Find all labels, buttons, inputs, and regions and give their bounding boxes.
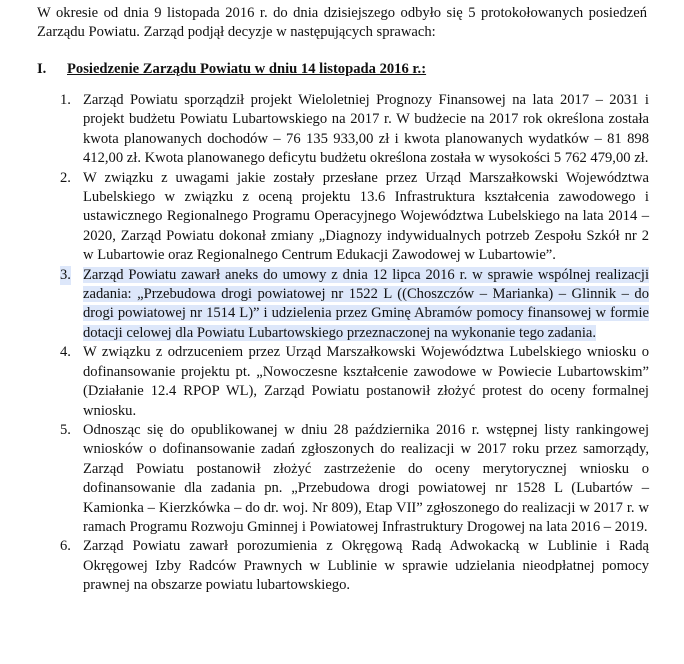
section-heading (37, 60, 647, 79)
list-item-number: 1. (60, 92, 71, 108)
list-item-text: W związku z odrzuceniem przez Urząd Marszałkowski Województwa Lubelskiego wniosku o dofinansowanie projektu pt. „Nowoczesne kształcenie zawodowe w Powiecie Lubartowskim” (Działanie 12.4 RPOP WL), Zarząd Powiatu postanowił złożyć protest do oceny formalnej wniosku. (83, 344, 649, 419)
list-item-number: 3. (60, 266, 71, 285)
section-title: Posiedzenie Zarządu Powiatu w dniu 14 listopada 2016 r.: (67, 61, 427, 77)
list-item-text: Zarząd Powiatu zawarł porozumienia z Okręgową Radą Adwokacką w Lublinie i Radą Okręgowej Izby Radców Prawnych w Lublinie w sprawie udzielania nieodpłatnej pomocy prawnej na obszarze powiatu lubartowskiego. (83, 538, 649, 594)
list-item-number: 5. (60, 421, 71, 438)
selected-text[interactable]: Zarząd Powiatu zawarł aneks do umowy z dnia 12 lipca 2016 r. w sprawie wspólnej realizacji zadania: „Przebudowa drogi powiatowej nr 1522 L ((Choszczów – Marianka) – Glinnik – do drogi powiatowej nr 1514 L)” i udzielenia przez Gminę Abramów pomocy finansowej w formie dotacji celowej dla Powiatu Lubartowskiego przeznaczonej na wykonanie tego zadania. (83, 266, 649, 341)
list-item-5 (0, 421, 649, 537)
list-item-number: 6. (60, 538, 71, 555)
list-item-3-selected[interactable] (0, 266, 649, 344)
list-item-text: W związku z uwagami jakie zostały przesłane przez Urząd Marszałkowski Województwa Lubelskiego w związku z oceną projektu 13.6 Infrastruktura kształcenia zawodowego i ustawicznego Regionalnego Programu Operacyjnego Województwa Lubelskiego na lata 2014 – 2020, Zarząd Powiatu dokonał zmiany „Diagnozy indywidualnych potrzeb Zespołu Szkół nr 2 w Lubartowie oraz Regionalnego Centrum Edukacji Zawodowej w Lubartowie”. (83, 169, 649, 264)
list-item-6 (0, 537, 649, 595)
list-item-text: Odnosząc się do opublikowanej w dniu 28 października 2016 r. wstępnej listy rankingowej wniosków o dofinansowanie zadań zgłoszonych do realizacji w 2017 roku przez samorządy, Zarząd Powiatu postanowił złożyć zastrzeżenie do oceny merytorycznej wniosku o dofinansowanie dla zadania pn. „Przebudowa drogi powiatowej nr 1528 L (Lubartów – Kamionka – Kierzkówka – do dr. woj. Nr 809), Etap VII” zgłoszonego do realizacji w 2017 r. w ramach Programu Rozwoju Gminnej i Powiatowej Infrastruktury Drogowej na lata 2016 – 2019. (83, 421, 649, 535)
list-item-number: 2. (60, 169, 71, 186)
list-item-2 (0, 169, 649, 266)
decision-list (0, 91, 684, 596)
list-item-1 (0, 91, 649, 169)
intro-paragraph: W okresie od dnia 9 listopada 2016 r. do dnia dzisiejszego odbyło się 5 protokołowanych posiedzeń Zarządu Powiatu. Zarząd podjął decyzje w następujących sprawach: (37, 5, 647, 41)
list-item-number: 4. (60, 344, 71, 361)
list-item-4 (0, 343, 649, 421)
section-number: I. (37, 61, 47, 77)
list-item-text: Zarząd Powiatu sporządził projekt Wieloletniej Prognozy Finansowej na lata 2017 – 2031 i projekt budżetu Powiatu Lubartowskiego na 2017 r. W budżecie na 2017 rok określona została kwota planowanych dochodów – 76 135 933,00 zł i kwota planowanych wydatków – 81 898 412,00 zł. Kwota planowanego deficytu budżetu określona została w wysokości 5 762 479,00 zł. (83, 92, 649, 167)
